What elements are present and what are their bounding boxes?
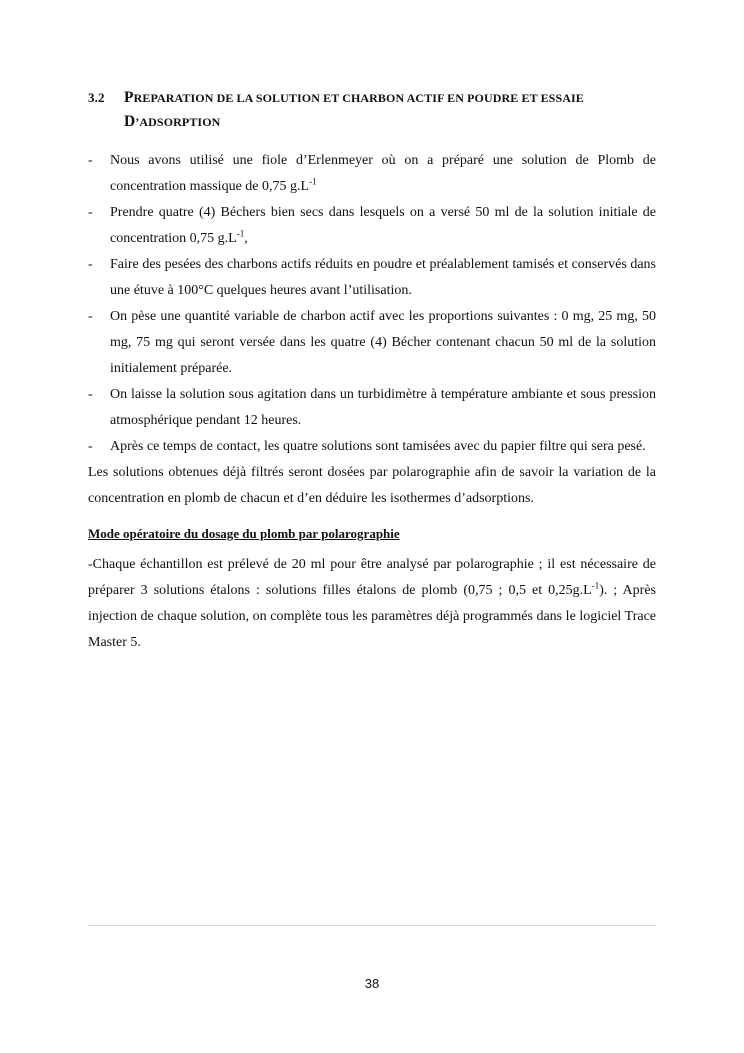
- procedure-paragraph-tail: ). ; Après injection de chaque solution, on complète tous les paramètres déjà programmés dans le logiciel Trace Master 5.: [88, 583, 656, 650]
- section-title-line1: REPARATION DE LA SOLUTION ET CHARBON ACTIF EN POUDRE ET ESSAIE: [133, 91, 584, 105]
- list-item-text: [110, 200, 656, 252]
- procedure-paragraph-main: -Chaque échantillon est prélevé de 20 ml pour être analysé par polarographie ; il est nécessaire de préparer 3 solutions étalons : solutions filles étalons de plomb (0,75 ; 0,5 et 0,25g.L: [88, 557, 656, 598]
- section-title-line2-initial: D: [124, 113, 136, 130]
- section-title-initial: P: [124, 89, 134, 106]
- list-bullet: -: [88, 153, 93, 168]
- list-item-text: On pèse une quantité variable de charbon actif avec les proportions suivantes : 0 mg, 25 mg, 50 mg, 75 mg qui seront versée dans les quatre (4) Bécher contenant chacun 50 ml de la solution initialement préparée.: [110, 309, 656, 376]
- page-number: 38: [364, 976, 380, 991]
- superscript: -1: [309, 176, 317, 187]
- list-bullet: -: [88, 205, 93, 220]
- superscript: -1: [236, 228, 245, 239]
- list-item-text: Faire des pesées des charbons actifs réduits en poudre et préalablement tamisés et conservés dans une étuve à 100°C quelques heures avant l’utilisation.: [110, 257, 656, 298]
- list-item-text-tail: ,: [244, 231, 248, 246]
- list-item: [88, 434, 656, 460]
- list-item: [88, 304, 656, 382]
- list-item: [88, 252, 656, 304]
- list-item: [88, 200, 656, 252]
- section-title: [124, 86, 656, 134]
- subheading: Mode opératoire du dosage du plomb par polarographie: [88, 526, 400, 541]
- list-bullet: -: [88, 439, 93, 454]
- list-item: [88, 382, 656, 434]
- procedure-list: [88, 148, 656, 460]
- footer-divider: [88, 925, 656, 926]
- list-item-text-main: Prendre quatre (4) Béchers bien secs dans lesquels on a versé 50 ml de la solution initiale de concentration 0,75 g.L: [110, 205, 656, 246]
- list-bullet: -: [88, 257, 93, 272]
- list-item-text-main: Nous avons utilisé une fiole d’Erlenmeyer où on a préparé une solution de Plomb de concentration massique de 0,75 g.L: [110, 153, 656, 194]
- list-item-text: Après ce temps de contact, les quatre solutions sont tamisées avec du papier filtre qui sera pesé.: [110, 439, 646, 454]
- list-bullet: -: [88, 387, 93, 402]
- document-body: [88, 86, 656, 656]
- list-item-text: [110, 148, 656, 200]
- results-paragraph: Les solutions obtenues déjà filtrés seront dosées par polarographie afin de savoir la variation de la concentration en plomb de chacun et d’en déduire les isothermes d’adsorptions.: [88, 465, 656, 506]
- section-number: 3.2: [88, 90, 105, 105]
- procedure-paragraph: [88, 552, 656, 656]
- superscript: -1: [591, 580, 600, 591]
- section-heading: [88, 86, 656, 134]
- list-item-text: On laisse la solution sous agitation dans un turbidimètre à température ambiante et sous pression atmosphérique pendant 12 heures.: [110, 387, 656, 428]
- section-title-line2: ’ADSORPTION: [135, 115, 221, 129]
- list-bullet: -: [88, 309, 93, 324]
- list-item: [88, 148, 656, 200]
